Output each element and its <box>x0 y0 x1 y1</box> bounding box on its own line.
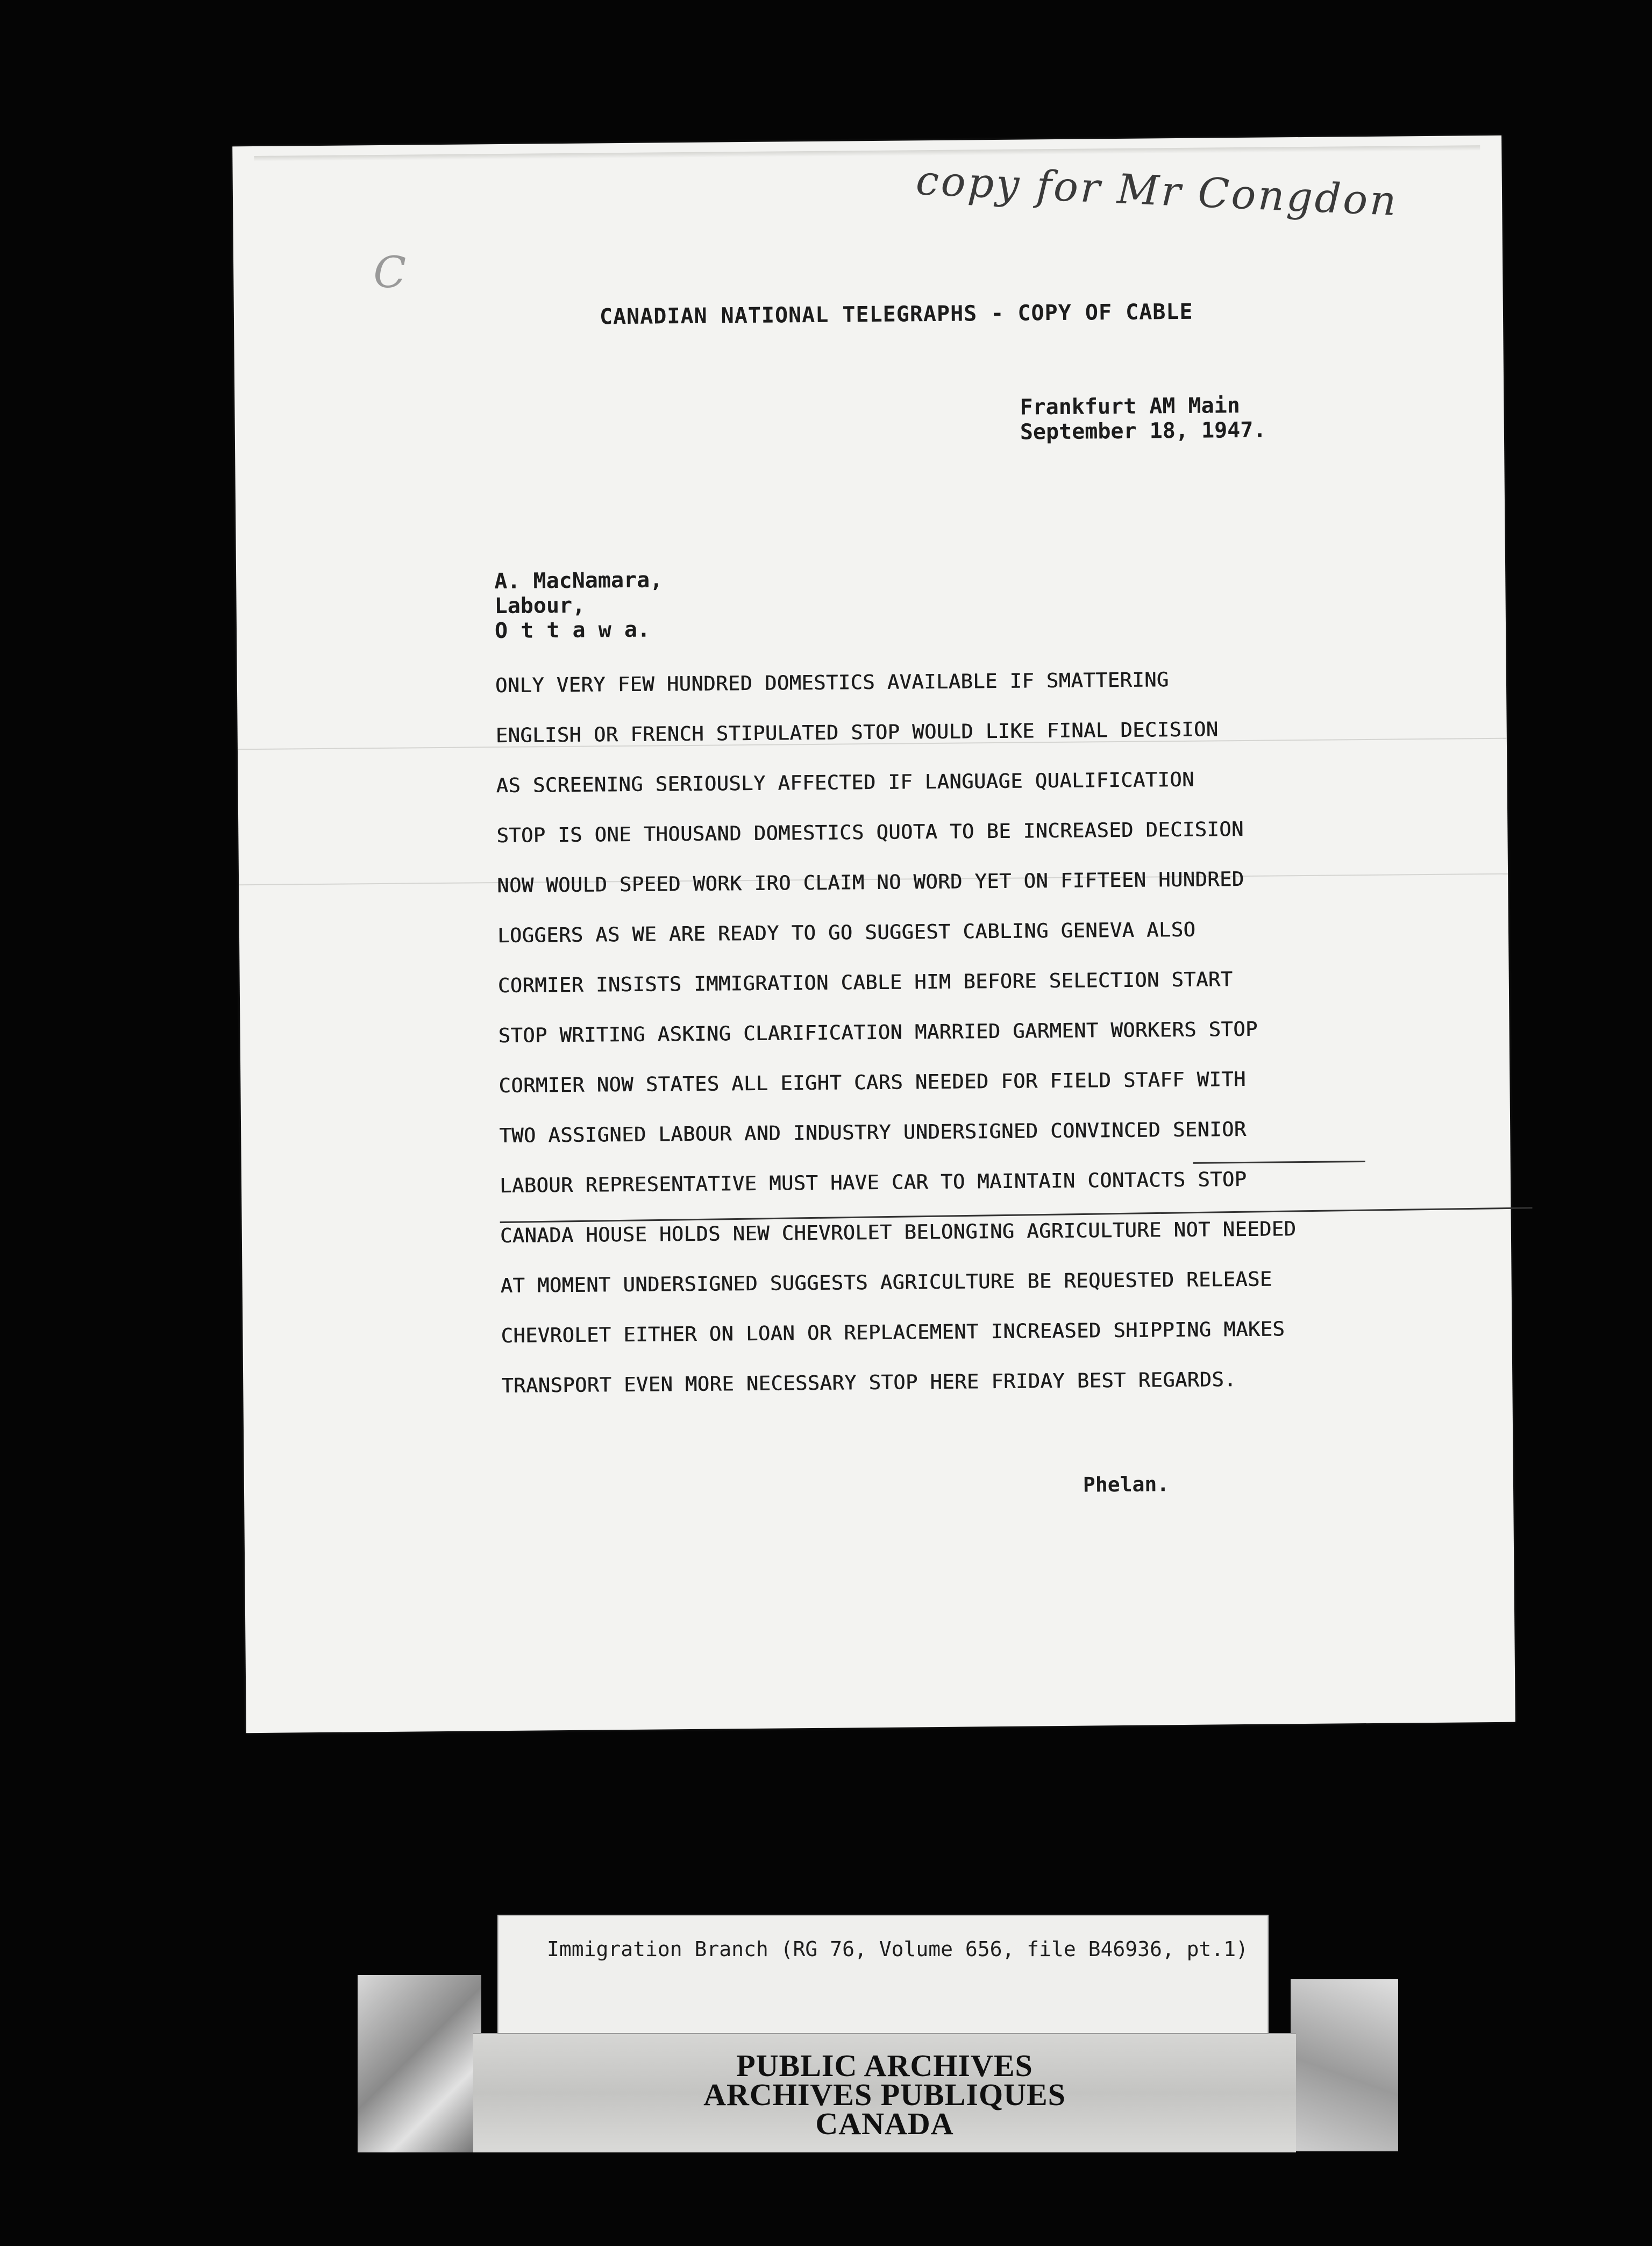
body-line: AT MOMENT UNDERSIGNED SUGGESTS AGRICULTURE BE REQUESTED RELEASE <box>500 1267 1272 1298</box>
archives-stamp-line: ARCHIVES PUBLIQUES <box>703 2077 1066 2112</box>
body-line: NOW WOULD SPEED WORK IRO CLAIM NO WORD YET ON FIFTEEN HUNDRED <box>496 867 1244 898</box>
archives-stamp <box>473 2033 1296 2152</box>
body-line: ONLY VERY FEW HUNDRED DOMESTICS AVAILABLE IF SMATTERING <box>495 668 1169 698</box>
body-line: CORMIER NOW STATES ALL EIGHT CARS NEEDED FOR FIELD STAFF WITH <box>499 1067 1246 1098</box>
archives-stamp-line: CANADA <box>815 2106 954 2141</box>
signature: Phelan. <box>1083 1472 1170 1497</box>
body-line: STOP IS ONE THOUSAND DOMESTICS QUOTA TO BE INCREASED DECISION <box>496 817 1244 848</box>
body-line: ENGLISH OR FRENCH STIPULATED STOP WOULD LIKE FINAL DECISION <box>495 717 1219 748</box>
recipient-department: Labour, <box>494 593 586 619</box>
place-date-block <box>1020 393 1266 445</box>
body-line: AS SCREENING SERIOUSLY AFFECTED IF LANGUAGE QUALIFICATION <box>496 767 1194 798</box>
recipient-city: O t t a w a. <box>494 617 651 644</box>
body-line: TRANSPORT EVEN MORE NECESSARY STOP HERE FRIDAY BEST REGARDS. <box>501 1368 1236 1398</box>
cable-body <box>495 653 1298 1411</box>
body-line: LABOUR REPRESENTATIVE MUST HAVE CAR TO MAINTAIN CONTACTS STOP <box>499 1167 1247 1198</box>
pencil-mark: C <box>373 247 407 298</box>
file-reference-label <box>497 1915 1269 2035</box>
handwritten-note: copy for Mr Congdon <box>915 156 1400 225</box>
body-line: CHEVROLET EITHER ON LOAN OR REPLACEMENT INCREASED SHIPPING MAKES <box>501 1317 1285 1348</box>
body-line: TWO ASSIGNED LABOUR AND INDUSTRY UNDERSIGNED CONVINCED SENIOR <box>499 1117 1247 1148</box>
label-backing-left <box>358 1975 481 2152</box>
body-line: CANADA HOUSE HOLDS NEW CHEVROLET BELONGING AGRICULTURE NOT NEEDED <box>500 1217 1297 1248</box>
document-title: CANADIAN NATIONAL TELEGRAPHS - COPY OF CABLE <box>599 299 1193 330</box>
file-reference-text: Immigration Branch (RG 76, Volume 656, file B46936, pt.1) <box>547 1937 1249 1961</box>
body-line: STOP WRITING ASKING CLARIFICATION MARRIED GARMENT WORKERS STOP <box>498 1017 1258 1048</box>
recipient-block <box>494 567 663 643</box>
body-line: CORMIER INSISTS IMMIGRATION CABLE HIM BEFORE SELECTION START <box>497 968 1233 998</box>
label-backing-right <box>1291 1979 1398 2151</box>
document-sheet <box>232 136 1515 1733</box>
date-line: September 18, 1947. <box>1020 417 1266 445</box>
body-line: LOGGERS AS WE ARE READY TO GO SUGGEST CABLING GENEVA ALSO <box>497 918 1196 948</box>
recipient-name: A. MacNamara, <box>494 567 663 594</box>
sheet-top-fold <box>254 145 1480 161</box>
archives-stamp-line: PUBLIC ARCHIVES <box>736 2048 1033 2083</box>
place-line: Frankfurt AM Main <box>1020 393 1241 420</box>
